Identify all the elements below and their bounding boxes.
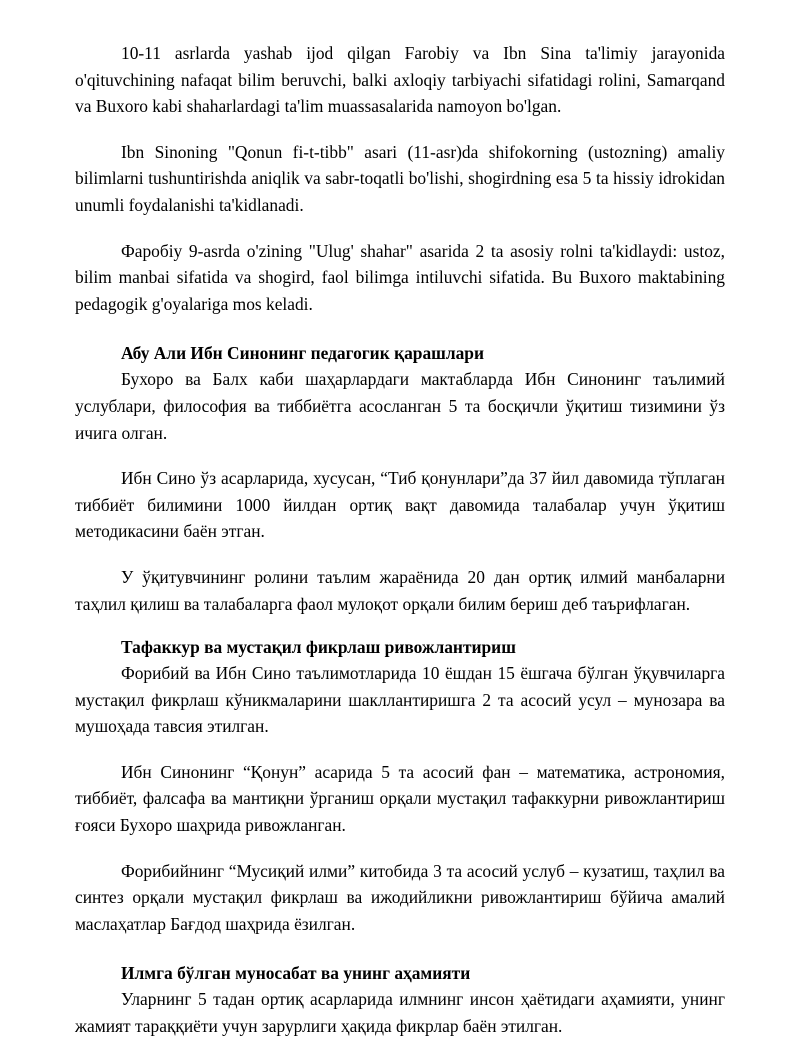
paragraph-10: Уларнинг 5 тадан ортиқ асарларида илмнинг инсон ҳаётидаги аҳамияти, унинг жамият тараққиёти учун зарурлиги ҳақида фикрлар баён этилган. [75,989,725,1037]
paragraph-1: 10-11 asrlarda yashab ijod qilgan Farobiy va Ibn Sina ta'limiy jarayonida o'qituvchining nafaqat bilim beruvchi, balki axloqiy tarbiyachi sifatidagi rolini, Samarqand va Buxoro kabi shaharlardagi ta'lim muassasalarida namoyon bo'lgan. [75,43,725,117]
section-heading-2: Тафаккур ва мустақил фикрлаш ривожлантириш [121,637,516,658]
paragraph-2: Ibn Sinoning "Qonun fi-t-tibb" asari (11-asr)da shifokorning (ustozning) amaliy bilimlarni tushuntirishda aniqlik va sabr-toqatli bo'lishi, shogirdning esa 5 ta hissiy idrokidan unumli foydalanishi ta'kidlanadi. [75,141,725,215]
section-heading-3: Илмга бўлган муносабат ва унинг аҳамияти [121,963,471,984]
paragraph-4: Бухоро ва Балх каби шаҳарлардаги мактабларда Ибн Синонинг таълимий услублари, философия ва тиббиётга асосланган 5 та босқичли ўқитиш тизимини ўз ичига олган. [75,369,725,443]
paragraph-3: Фаробiy 9-asrda o'zining "Ulug' shahar" asarida 2 ta asosiy rolni ta'kidlaydi: ustoz, bilim manbai sifatida va shogird, faol bilimga intiluvchi sifatida. Bu Buxoro maktabining pedagogik g'oyalariga mos keladi. [75,240,725,314]
document-page [75,40,725,1040]
paragraph-7: Форибий ва Ибн Сино таълимотларида 10 ёшдан 15 ёшгача бўлган ўқувчиларга мустақил фикрлаш кўникмаларини шакллантиришга 2 та асосий усул – мунозара ва мушоҳада тавсия этилган. [75,663,725,737]
paragraph-5: Ибн Сино ўз асарларида, хусусан, “Тиб қонунлари”да 37 йил давомида тўплаган тиббиёт билимини 1000 йилдан ортиқ вақт давомида талабалар учун ўқитиш методикасини баён этган. [75,468,725,542]
paragraph-6: У ўқитувчининг ролини таълим жараёнида 20 дан ортиқ илмий манбаларни таҳлил қилиш ва талабаларга фаол мулоқот орқали билим бериш деб таърифлаган. [75,566,725,614]
paragraph-8: Ибн Синонинг “Қонун” асарида 5 та асосий фан – математика, астрономия, тиббиёт, фалсафа ва мантиқни ўрганиш орқали мустақил тафаккурни ривожлантириш ғояси Бухоро шаҳрида ривожланган. [75,761,725,836]
section-heading-1: Абу Али Ибн Синонинг педагогик қарашлари [121,343,484,364]
paragraph-9: Форибийнинг “Мусиқий илми” китобида 3 та асосий услуб – кузатиш, таҳлил ва синтез орқали мустақил фикрлаш ва ижодийликни ривожлантириш бўйича амалий маслаҳатлар Бағдод шаҳрида ёзилган. [75,860,725,934]
